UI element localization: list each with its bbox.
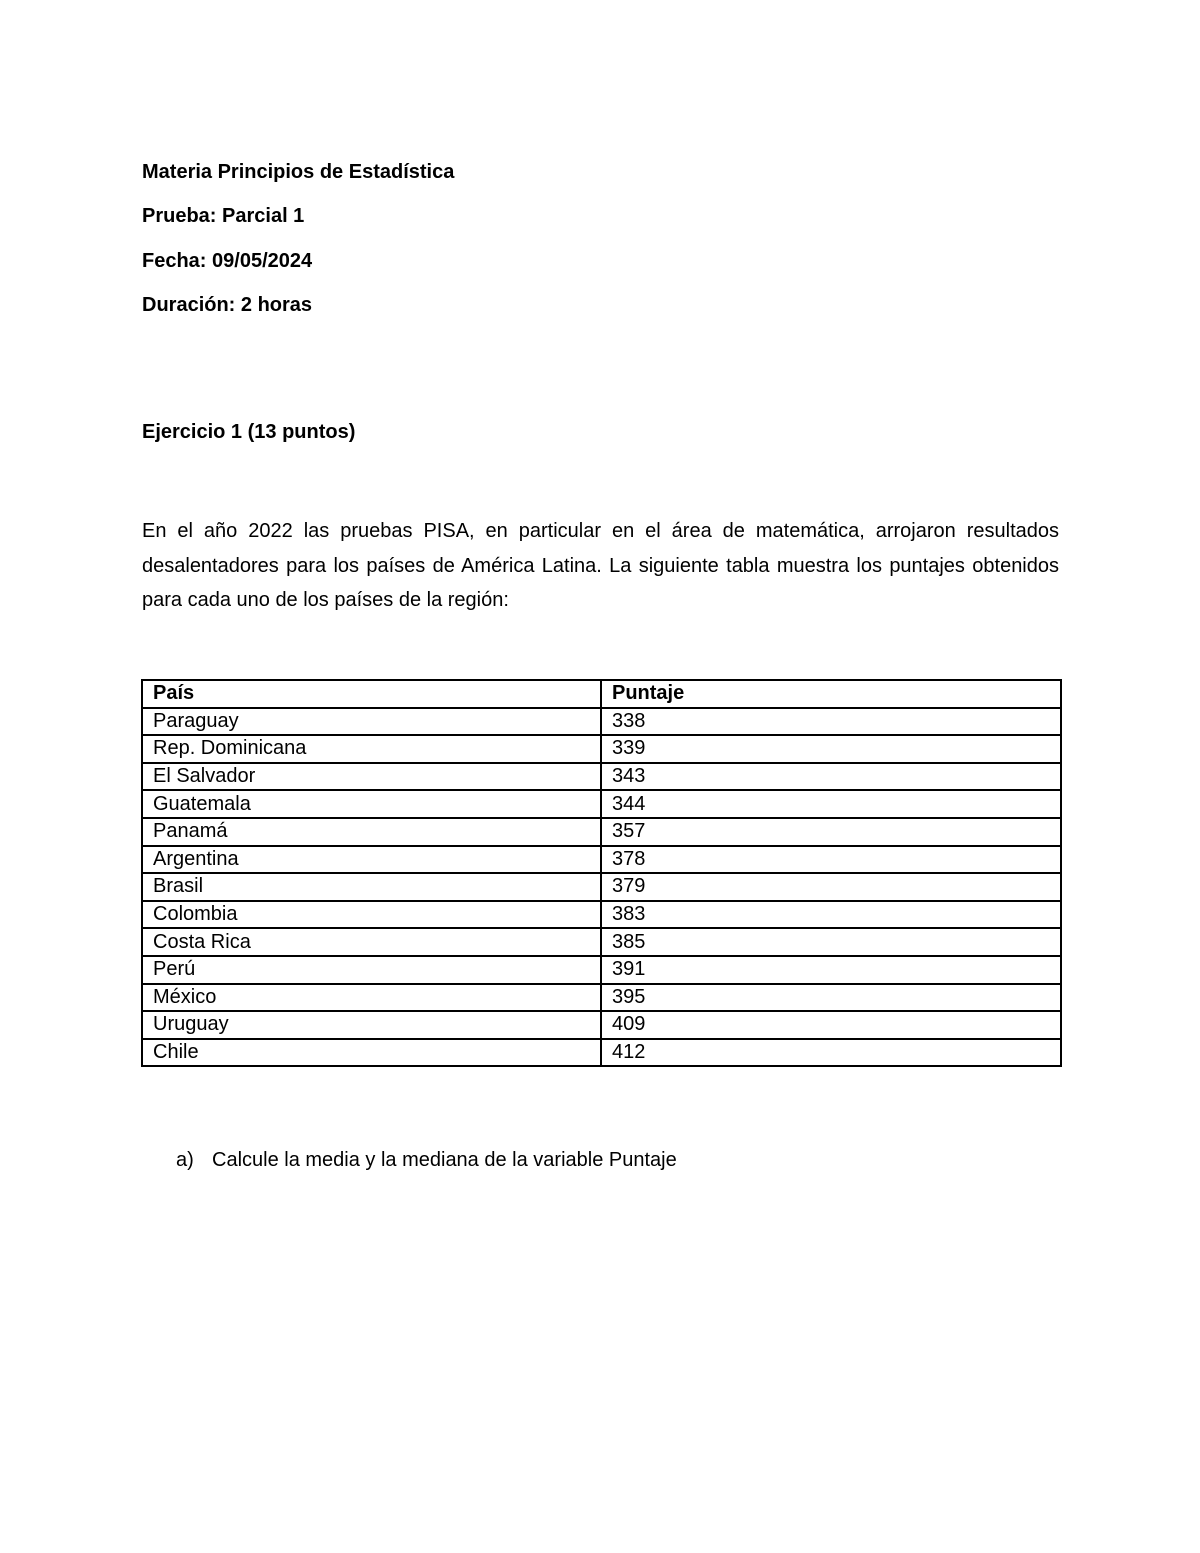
score-cell: 391 [601, 956, 1061, 984]
country-cell: Rep. Dominicana [142, 735, 601, 763]
exercise-intro: En el año 2022 las pruebas PISA, en particular en el área de matemática, arrojaron resultados desalentadores para los países de América Latina. La siguiente tabla muestra los puntajes obtenidos para cada uno de los países de la región: [142, 520, 1059, 611]
country-cell: Argentina [142, 846, 601, 874]
country-cell: El Salvador [142, 763, 601, 791]
table-row [142, 763, 1061, 791]
exercise-title: Ejercicio 1 (13 puntos) [142, 421, 356, 443]
table-row [142, 735, 1061, 763]
table-header-row [142, 680, 1061, 708]
country-cell: Chile [142, 1039, 601, 1067]
country-cell: Panamá [142, 818, 601, 846]
duration-line: Duración: 2 horas [142, 294, 313, 316]
country-cell: Costa Rica [142, 928, 601, 956]
country-cell: México [142, 984, 601, 1012]
table-row [142, 846, 1061, 874]
score-cell: 409 [601, 1011, 1061, 1039]
scores-table [141, 679, 1062, 1067]
table-row [142, 984, 1061, 1012]
country-cell: Brasil [142, 873, 601, 901]
question-text: Calcule la media y la mediana de la variable Puntaje [212, 1149, 677, 1171]
country-cell: Uruguay [142, 1011, 601, 1039]
table-row [142, 928, 1061, 956]
score-cell: 343 [601, 763, 1061, 791]
score-cell: 385 [601, 928, 1061, 956]
table-row [142, 873, 1061, 901]
score-cell: 412 [601, 1039, 1061, 1067]
date-line: Fecha: 09/05/2024 [142, 250, 313, 272]
score-cell: 357 [601, 818, 1061, 846]
score-cell: 383 [601, 901, 1061, 929]
table-row [142, 956, 1061, 984]
score-cell: 344 [601, 790, 1061, 818]
score-cell: 378 [601, 846, 1061, 874]
score-cell: 338 [601, 708, 1061, 736]
score-cell: 339 [601, 735, 1061, 763]
column-header-country: País [142, 680, 601, 708]
table-row [142, 708, 1061, 736]
country-cell: Paraguay [142, 708, 601, 736]
table-body [142, 708, 1061, 1067]
test-line: Prueba: Parcial 1 [142, 205, 305, 227]
question-marker: a) [176, 1149, 194, 1171]
column-header-score: Puntaje [601, 680, 1061, 708]
table-row [142, 901, 1061, 929]
country-cell: Colombia [142, 901, 601, 929]
table-row [142, 1011, 1061, 1039]
table-row [142, 790, 1061, 818]
subject-line: Materia Principios de Estadística [142, 161, 455, 183]
table-row [142, 1039, 1061, 1067]
score-cell: 379 [601, 873, 1061, 901]
score-cell: 395 [601, 984, 1061, 1012]
table-row [142, 818, 1061, 846]
country-cell: Perú [142, 956, 601, 984]
country-cell: Guatemala [142, 790, 601, 818]
